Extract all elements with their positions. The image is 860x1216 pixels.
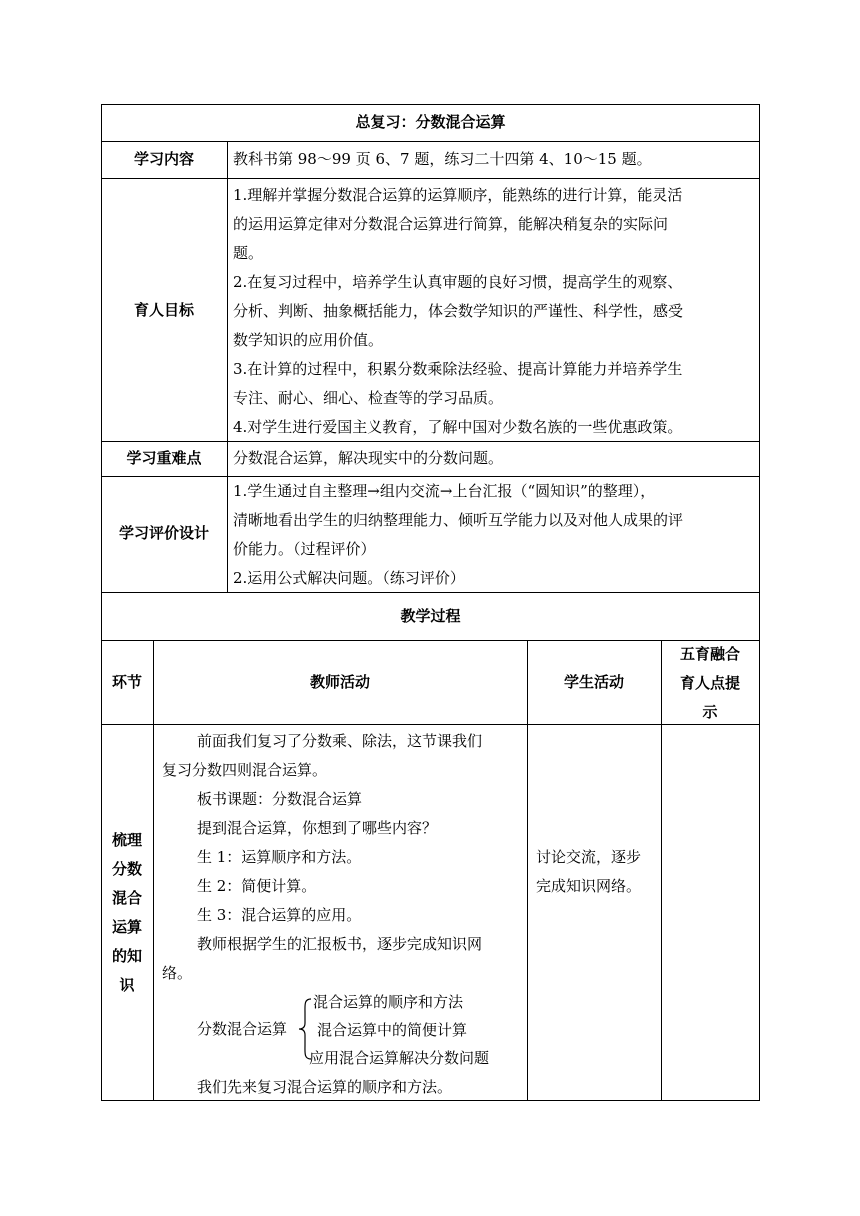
row-divider xyxy=(101,178,760,179)
diagram-branch: 应用混合运算解决分数问题 xyxy=(309,1049,490,1067)
evaluation-line: 1.学生通过自主整理→组内交流→上台汇报（“圆知识”的整理）， xyxy=(233,482,656,500)
goals-line: 题。 xyxy=(233,244,264,262)
evaluation-text xyxy=(233,477,683,593)
stage-column-header: 环节 xyxy=(111,673,142,691)
evaluation-line: 2.运用公式解决问题。（练习评价） xyxy=(233,569,465,587)
diagram-branch: 混合运算中的简便计算 xyxy=(317,1021,468,1039)
goals-label: 育人目标 xyxy=(133,301,194,319)
teacher-line: 生 3：混合运算的应用。 xyxy=(197,906,362,924)
evaluation-label: 学习评价设计 xyxy=(118,524,209,542)
key-points-text: 分数混合运算，解决现实中的分数问题。 xyxy=(233,449,504,467)
stage-column-divider xyxy=(153,640,154,1100)
diagram-root: 分数混合运算 xyxy=(197,1020,288,1038)
goals-line: 3.在计算的过程中，积累分数乘除法经验、提高计算能力并培养学生 xyxy=(233,360,683,378)
content-label: 学习内容 xyxy=(133,150,194,168)
goals-line: 1.理解并掌握分数混合运算的运算顺序，能熟练的进行计算，能灵活 xyxy=(233,186,683,204)
teacher-line: 板书课题：分数混合运算 xyxy=(197,790,363,808)
fusion-column-header: 五育融合 育人点提 示 xyxy=(679,645,740,721)
student-activity xyxy=(536,843,641,901)
stage-name: 梳理 分数 混合 运算 的知 识 xyxy=(111,831,142,994)
diagram-branch: 混合运算的顺序和方法 xyxy=(313,993,464,1011)
goals-line: 专注、耐心、细心、检查等的学习品质。 xyxy=(233,389,504,407)
goals-line: 数学知识的应用价值。 xyxy=(233,331,384,349)
student-line: 完成知识网络。 xyxy=(536,877,642,895)
teacher-line: 教师根据学生的汇报板书，逐步完成知识网 xyxy=(197,935,483,953)
label-column-divider xyxy=(227,141,228,592)
teacher-column-divider xyxy=(527,640,528,1100)
table-border-top xyxy=(101,104,760,105)
teacher-line: 提到混合运算，你想到了哪些内容？ xyxy=(197,819,438,837)
teacher-line: 前面我们复习了分数乘、除法，这节课我们 xyxy=(197,732,483,750)
teacher-line: 络。 xyxy=(162,964,193,982)
evaluation-line: 清晰地看出学生的归纳整理能力、倾听互学能力以及对他人成果的评 xyxy=(233,511,684,529)
student-column-header: 学生活动 xyxy=(563,673,624,691)
goals-line: 4.对学生进行爱国主义教育，了解中国对少数名族的一些优惠政策。 xyxy=(233,418,683,436)
closing-line: 我们先来复习混合运算的顺序和方法。 xyxy=(197,1078,453,1096)
teacher-line: 复习分数四则混合运算。 xyxy=(162,761,328,779)
process-heading: 教学过程 xyxy=(400,607,461,625)
row-divider xyxy=(101,141,760,142)
teacher-column-header: 教师活动 xyxy=(309,673,370,691)
content-text: 教科书第 98～99 页 6、7 题，练习二十四第 4、10～15 题。 xyxy=(233,150,652,168)
evaluation-line: 价能力。（过程评价） xyxy=(233,540,376,558)
key-points-label: 学习重难点 xyxy=(126,449,202,467)
goals-line: 2.在复习过程中，培养学生认真审题的良好习惯，提高学生的观察、 xyxy=(233,273,683,291)
goals-line: 分析、判断、抽象概括能力，体会数学知识的严谨性、科学性，感受 xyxy=(233,302,684,320)
student-line: 讨论交流，逐步 xyxy=(536,848,642,866)
teacher-line: 生 1：运算顺序和方法。 xyxy=(197,848,362,866)
goals-text xyxy=(233,181,683,442)
teacher-line: 生 2：简便计算。 xyxy=(197,877,317,895)
page-title: 总复习：分数混合运算 xyxy=(355,113,506,131)
goals-line: 的运用运算定律对分数混合运算进行简算，能解决稍复杂的实际问 xyxy=(233,215,669,233)
